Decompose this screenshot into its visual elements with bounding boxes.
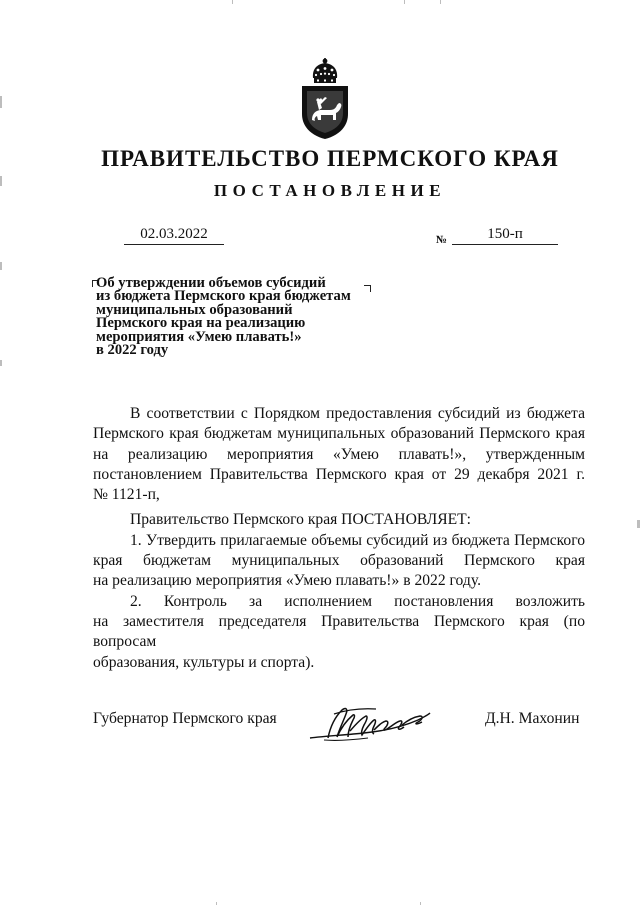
subject-line: мероприятия «Умею плавать!» (96, 328, 302, 345)
item-2-line: образования, культуры и спорта). (93, 653, 315, 671)
government-title: ПРАВИТЕЛЬСТВО ПЕРМСКОГО КРАЯ (101, 146, 559, 171)
perm-krai-coat-of-arms-icon (299, 58, 351, 140)
scan-edge-mark-left-4 (0, 360, 2, 366)
item-1-line: края бюджетам муниципальных образований Пермского края (93, 552, 585, 570)
document-type-heading: ПОСТАНОВЛЕНИЕ (213, 181, 447, 200)
body-line: постановлением Правительства Пермского края от 29 декабря 2021 г. (93, 465, 585, 483)
handwritten-signature (306, 700, 432, 746)
document-number-label: № (436, 234, 448, 246)
signatory-name: Д.Н. Махонин (485, 710, 580, 727)
item-1-line: 1. Утвердить прилагаемые объемы субсидий из бюджета Пермского (130, 531, 585, 549)
document-body (93, 404, 585, 673)
item-1-line: на реализацию мероприятия «Умею плавать!» в 2022 году. (93, 572, 481, 590)
signatory-position: Губернатор Пермского края (93, 710, 277, 727)
scan-edge-mark-top-2 (404, 0, 405, 4)
document-number: 150-п (452, 226, 558, 245)
body-line: В соответствии с Порядком предоставления субсидий из бюджета (130, 405, 585, 422)
document-date: 02.03.2022 (124, 226, 224, 245)
subject-line: в 2022 году (96, 342, 169, 359)
subject-line: Об утверждении объемов субсидий (96, 275, 326, 291)
scan-edge-mark-left-3 (0, 262, 2, 270)
scan-edge-mark-top-3 (440, 0, 441, 4)
item-2-line: на заместителя председателя Правительства Пермского края (по вопросам (93, 612, 585, 651)
scan-edge-mark-left-1 (0, 96, 2, 108)
subject-line: муниципальных образований (96, 301, 293, 318)
resolution-line: Правительство Пермского края ПОСТАНОВЛЯЕТ: (130, 511, 471, 529)
body-line: № 1121-п, (93, 486, 160, 504)
scan-edge-mark-top-1 (232, 0, 233, 4)
item-2-line: 2. Контроль за исполнением постановления возложить (130, 592, 585, 610)
document-subject (96, 277, 396, 357)
subject-line: Пермского края на реализацию (96, 315, 306, 332)
signature-block (0, 700, 640, 750)
subject-line: из бюджета Пермского края бюджетам (96, 288, 351, 305)
body-line: Пермского края бюджетам муниципальных образований Пермского края (93, 425, 585, 443)
body-line: на реализацию мероприятия «Умею плавать!», утвержденным (93, 445, 585, 463)
